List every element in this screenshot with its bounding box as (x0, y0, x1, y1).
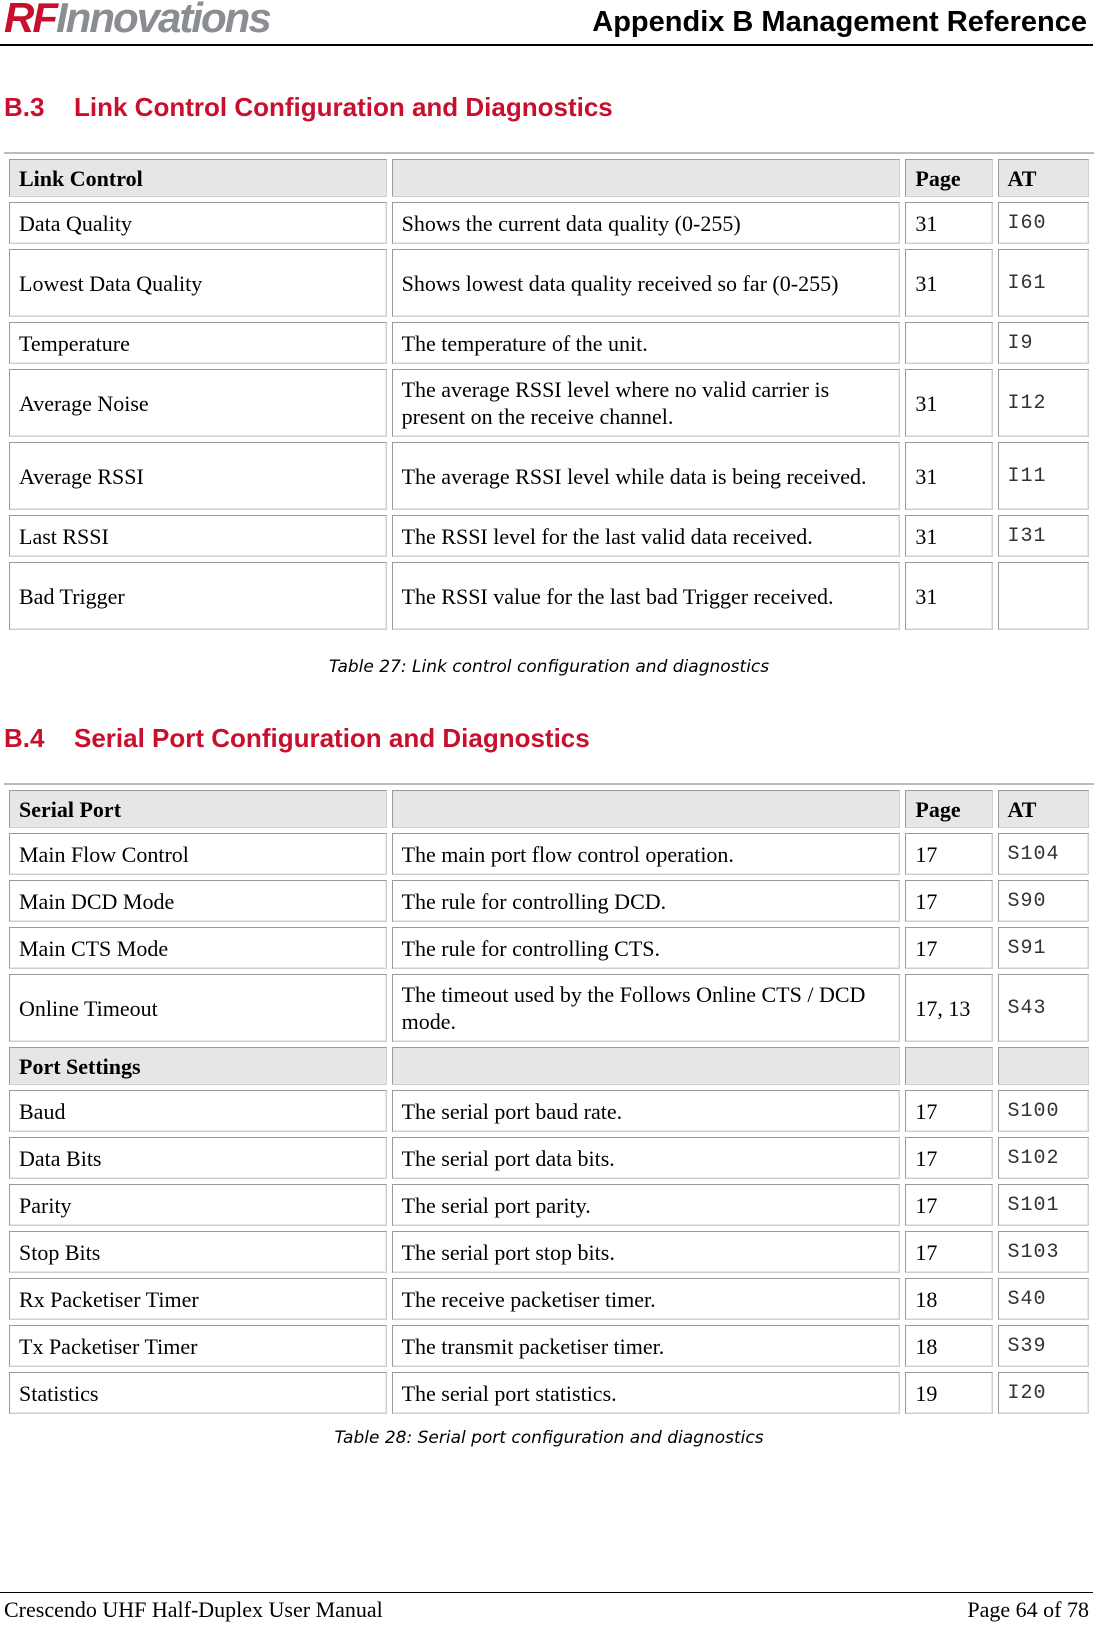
header-cell-page: Page (905, 159, 992, 197)
cell-name: Rx Packetiser Timer (9, 1278, 387, 1320)
cell-name: Data Bits (9, 1137, 387, 1179)
cell-description: The receive packetiser timer. (392, 1278, 901, 1320)
cell-description: The timeout used by the Follows Online CTS / DCD mode. (392, 974, 901, 1042)
cell-name: Bad Trigger (9, 562, 387, 630)
cell-name: Average RSSI (9, 442, 387, 510)
cell-page: 17 (905, 927, 992, 969)
cell-name: Main CTS Mode (9, 927, 387, 969)
cell-name: Main Flow Control (9, 833, 387, 875)
table-row (9, 1231, 1089, 1273)
cell-page: 17 (905, 833, 992, 875)
cell-name: Baud (9, 1090, 387, 1132)
cell-name: Main DCD Mode (9, 880, 387, 922)
section-heading-b3 (4, 91, 613, 123)
table-row (9, 515, 1089, 557)
cell-name: Average Noise (9, 369, 387, 437)
cell-description: The RSSI value for the last bad Trigger received. (392, 562, 901, 630)
table-row (9, 1325, 1089, 1367)
cell-at-command: I11 (998, 442, 1089, 510)
header-cell-name: Link Control (9, 159, 387, 197)
cell-page: 17 (905, 1137, 992, 1179)
rf-innovations-logo: RFInnovations (4, 0, 270, 41)
cell-description: The serial port baud rate. (392, 1090, 901, 1132)
section-number: B.3 (4, 92, 45, 122)
cell-description: Shows lowest data quality received so far (0-255) (392, 249, 901, 317)
cell-name: Data Quality (9, 202, 387, 244)
cell-description: The RSSI level for the last valid data received. (392, 515, 901, 557)
cell-name: Stop Bits (9, 1231, 387, 1273)
cell-at-command: S100 (998, 1090, 1089, 1132)
cell-page: 18 (905, 1325, 992, 1367)
cell-page: 31 (905, 202, 992, 244)
header-cell-desc (392, 159, 901, 197)
header-cell-at: AT (998, 159, 1089, 197)
cell-at-command: S103 (998, 1231, 1089, 1273)
cell-description: The temperature of the unit. (392, 322, 901, 364)
header-cell-name: Port Settings (9, 1047, 387, 1085)
table-row (9, 1090, 1089, 1132)
header-cell-desc (392, 1047, 901, 1085)
cell-page: 17, 13 (905, 974, 992, 1042)
cell-description: The average RSSI level where no valid carrier is present on the receive channel. (392, 369, 901, 437)
cell-name: Tx Packetiser Timer (9, 1325, 387, 1367)
cell-at-command: S90 (998, 880, 1089, 922)
table-row (9, 1372, 1089, 1414)
table-row (9, 369, 1089, 437)
cell-at-command: S102 (998, 1137, 1089, 1179)
cell-at-command (998, 562, 1089, 630)
cell-at-command: I60 (998, 202, 1089, 244)
section-title: Serial Port Configuration and Diagnostics (74, 723, 590, 753)
cell-name: Temperature (9, 322, 387, 364)
cell-at-command: I61 (998, 249, 1089, 317)
cell-at-command: I20 (998, 1372, 1089, 1414)
cell-name: Lowest Data Quality (9, 249, 387, 317)
page-footer (0, 1592, 1093, 1625)
table-row (9, 833, 1089, 875)
cell-page: 19 (905, 1372, 992, 1414)
table-row (9, 442, 1089, 510)
cell-description: The serial port parity. (392, 1184, 901, 1226)
cell-description: The serial port statistics. (392, 1372, 901, 1414)
table-header-row (9, 790, 1089, 828)
header-cell-page: Page (905, 790, 992, 828)
table-row (9, 202, 1089, 244)
cell-page: 31 (905, 515, 992, 557)
cell-description: The rule for controlling CTS. (392, 927, 901, 969)
cell-page: 31 (905, 562, 992, 630)
cell-page (905, 322, 992, 364)
cell-description: Shows the current data quality (0-255) (392, 202, 901, 244)
cell-description: The main port flow control operation. (392, 833, 901, 875)
section-number: B.4 (4, 723, 45, 753)
cell-page: 18 (905, 1278, 992, 1320)
table-header-row (9, 159, 1089, 197)
cell-name: Last RSSI (9, 515, 387, 557)
footer-manual-title: Crescendo UHF Half-Duplex User Manual (4, 1597, 383, 1622)
table-caption: Table 27: Link control configuration and diagnostics (328, 657, 770, 677)
header-title: Appendix B Management Reference (592, 6, 1087, 38)
cell-page: 17 (905, 880, 992, 922)
cell-description: The transmit packetiser timer. (392, 1325, 901, 1367)
cell-page: 31 (905, 442, 992, 510)
cell-at-command: I12 (998, 369, 1089, 437)
table-row (9, 322, 1089, 364)
cell-description: The serial port stop bits. (392, 1231, 901, 1273)
header-cell-at: AT (998, 790, 1089, 828)
cell-at-command: S39 (998, 1325, 1089, 1367)
footer-page-number: Page 64 of 78 (967, 1597, 1089, 1622)
page-header (0, 0, 1093, 46)
cell-name: Online Timeout (9, 974, 387, 1042)
table-row (9, 562, 1089, 630)
cell-at-command: S104 (998, 833, 1089, 875)
cell-description: The average RSSI level while data is being received. (392, 442, 901, 510)
header-cell-desc (392, 790, 901, 828)
cell-at-command: S91 (998, 927, 1089, 969)
cell-at-command: I31 (998, 515, 1089, 557)
serial-port-table (4, 783, 1094, 1419)
cell-page: 31 (905, 249, 992, 317)
table-caption: Table 28: Serial port configuration and diagnostics (334, 1428, 764, 1448)
cell-at-command: S101 (998, 1184, 1089, 1226)
cell-page: 17 (905, 1184, 992, 1226)
section-heading-b4 (4, 722, 590, 754)
table-row (9, 927, 1089, 969)
cell-page: 31 (905, 369, 992, 437)
cell-at-command: S43 (998, 974, 1089, 1042)
table-row (9, 1184, 1089, 1226)
table-row (9, 1278, 1089, 1320)
cell-name: Statistics (9, 1372, 387, 1414)
header-cell-at (998, 1047, 1089, 1085)
cell-description: The rule for controlling DCD. (392, 880, 901, 922)
table-row (9, 249, 1089, 317)
section-title: Link Control Configuration and Diagnostics (74, 92, 613, 122)
table-header-row (9, 1047, 1089, 1085)
cell-at-command: I9 (998, 322, 1089, 364)
header-cell-name: Serial Port (9, 790, 387, 828)
cell-name: Parity (9, 1184, 387, 1226)
cell-description: The serial port data bits. (392, 1137, 901, 1179)
table-row (9, 1137, 1089, 1179)
header-cell-page (905, 1047, 992, 1085)
link-control-table (4, 152, 1094, 635)
table-row (9, 880, 1089, 922)
cell-at-command: S40 (998, 1278, 1089, 1320)
cell-page: 17 (905, 1090, 992, 1132)
table-row (9, 974, 1089, 1042)
cell-page: 17 (905, 1231, 992, 1273)
